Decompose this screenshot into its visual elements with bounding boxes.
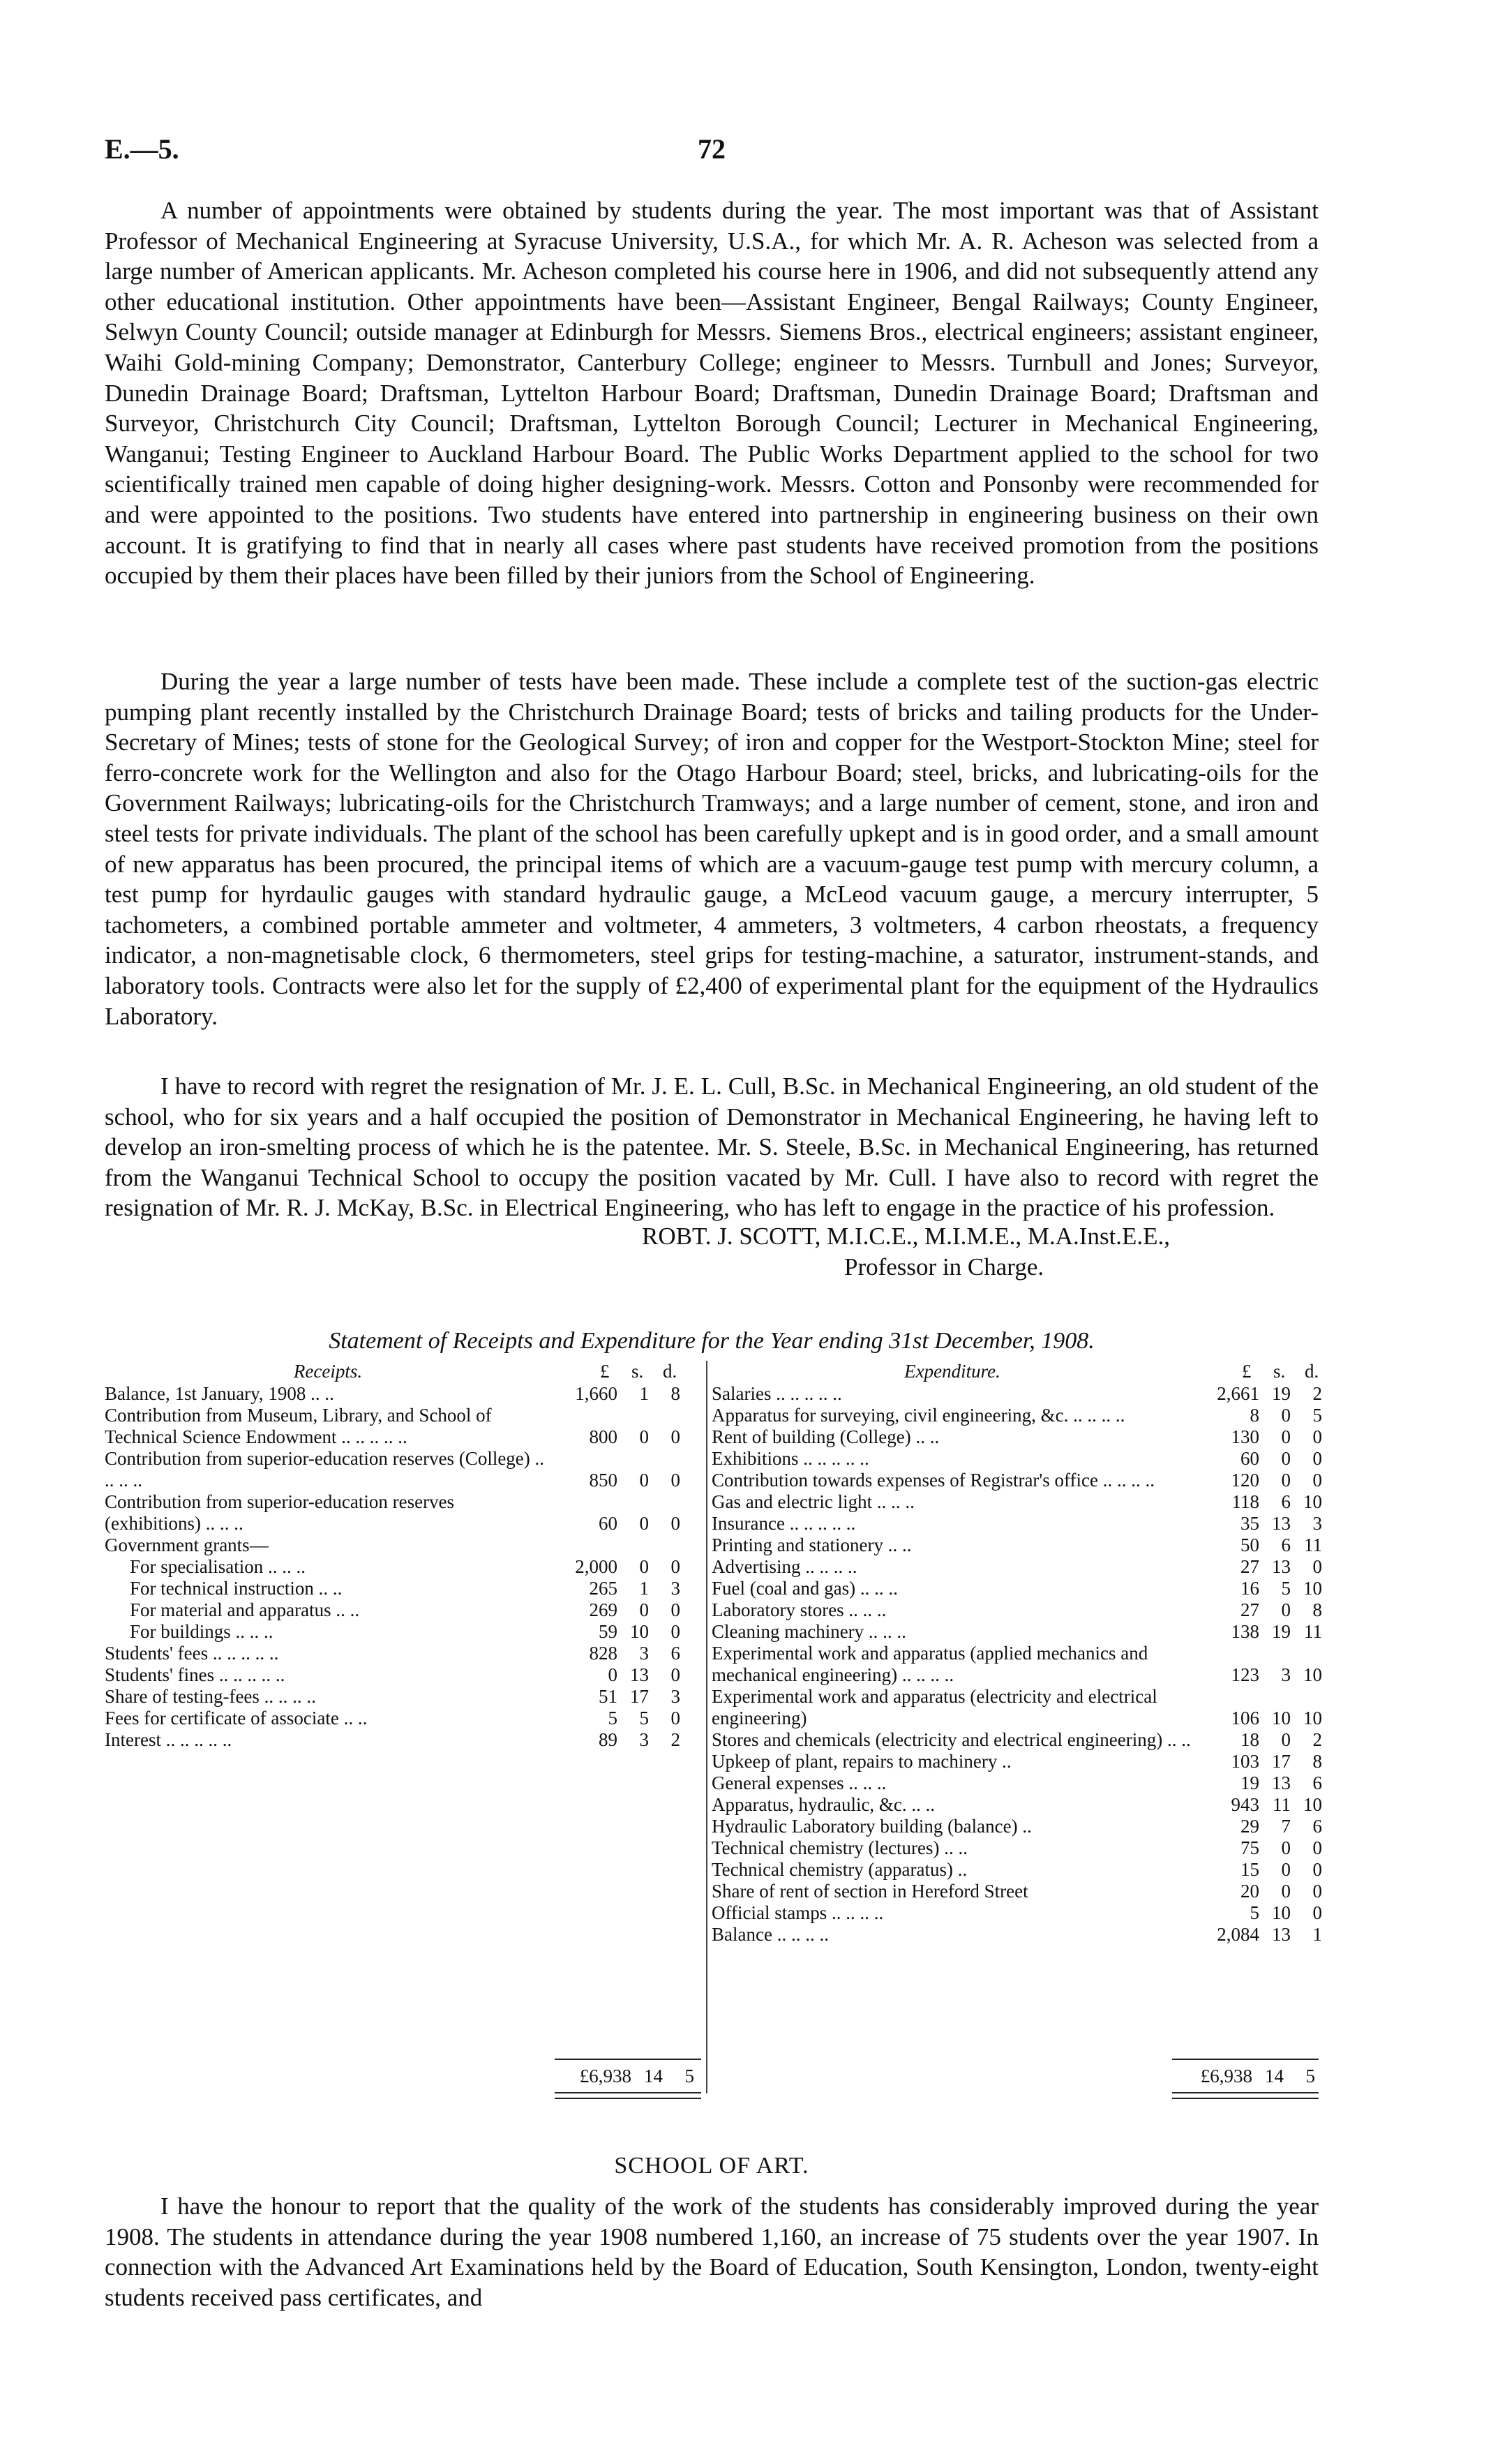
ledger-row (105, 1383, 705, 1405)
ledger-row (105, 1578, 705, 1599)
item-amount (1197, 1491, 1322, 1513)
item-label: Salaries .. .. .. .. .. (712, 1383, 842, 1404)
item-amount (1197, 1859, 1322, 1881)
amount-pounds: 123 (1231, 1664, 1259, 1685)
item-amount (1197, 1729, 1322, 1751)
amount-shillings: 5 (639, 1708, 649, 1728)
amount-pounds: 103 (1231, 1751, 1259, 1772)
amount-shillings: 0 (1281, 1426, 1291, 1447)
amount-pence: 0 (670, 1426, 680, 1447)
amount-shillings: 0 (639, 1513, 649, 1534)
item-label: Apparatus for surveying, civil engineering, &c. .. .. .. .. (712, 1405, 1125, 1426)
amount-pounds: 51 (599, 1686, 617, 1707)
amount-shillings: 19 (1272, 1383, 1291, 1404)
signatory-name: ROBT. J. SCOTT, M.I.C.E., M.I.M.E., M.A.Inst.E.E., (642, 1223, 1171, 1250)
amount-pence: 10 (1303, 1664, 1322, 1685)
item-amount (1197, 1383, 1322, 1405)
amount-pence: 10 (1303, 1578, 1322, 1599)
ledger-row (712, 1535, 1322, 1556)
paragraph-appointments (105, 195, 1319, 591)
paragraph-text: I have the honour to report that the quality of the work of the students has considerably improved during the year 1908. The students in attendance during the year 1908 numbered 1,160, an increase of 75 students over the year 1907. In connection with the Advanced Art Examinations held by the Board of Education, South Kensington, London, twenty-eight students received pass certificates, and (105, 2193, 1319, 2311)
signature-block (642, 1221, 1170, 1282)
amount-pounds: 2,084 (1217, 1924, 1259, 1945)
item-label: Contribution from superior-education reserves (exhibitions) .. .. .. (105, 1491, 455, 1534)
amount-pence: 3 (670, 1578, 680, 1599)
amount-shillings: 19 (1272, 1621, 1291, 1642)
ledger-row (712, 1686, 1322, 1729)
amount-pence: 6 (670, 1643, 680, 1664)
amount-pence: 8 (1312, 1751, 1322, 1772)
receipts-header (105, 1361, 705, 1383)
amount-pounds: 130 (1231, 1426, 1259, 1447)
expenditure-column (712, 1361, 1322, 1946)
amount-shillings: 0 (1281, 1405, 1291, 1426)
amount-shillings: 1 (639, 1383, 649, 1404)
item-label: Technical chemistry (lectures) .. .. (712, 1837, 968, 1858)
amount-shillings: 6 (1281, 1491, 1291, 1512)
amount-pounds: 2,661 (1217, 1383, 1259, 1404)
item-label: Exhibitions .. .. .. .. .. (712, 1448, 869, 1469)
item-amount (1197, 1664, 1322, 1686)
statement-title: Statement of Receipts and Expenditure for the Year ending 31st December, 1908. (329, 1328, 1095, 1354)
expenditure-label: Expenditure. (904, 1361, 1000, 1382)
ledger-row (105, 1405, 705, 1448)
amount-pence: 0 (1312, 1426, 1322, 1447)
amount-pounds: 5 (1250, 1902, 1259, 1923)
amount-shillings: 17 (630, 1686, 649, 1707)
amount-shillings: 3 (639, 1729, 649, 1750)
item-amount (1197, 1578, 1322, 1599)
item-amount (1197, 1621, 1322, 1643)
paragraph-text: A number of appointments were obtained by students during the year. The most important was that of Assistant Professor of Mechanical Engineering at Syracuse University, U.S.A., for which Mr. A. R. Acheson was selected from a large number of American applicants. Mr. Acheson completed his course here in 1906, and did not subsequently attend any other educational institution. Other appointments have been—Assistant Engineer, Bengal Railways; County Engineer, Selwyn County Council; outside manager at Edinburgh for Messrs. Siemens Bros., electrical engineers; assistant engineer, Waihi Gold-mining Company; Demonstrator, Canterbury College; engineer to Messrs. Turnbull and Jones; Surveyor, Dunedin Drainage Board; Draftsman, Lyttelton Harbour Board; Draftsman, Dunedin Drainage Board; Draftsman and Surveyor, Christchurch City Council; Draftsman, Lyttelton Borough Council; Lecturer in Mechanical Engineering, Wanganui; Testing Engineer to Auckland Harbour Board. The Public Works Department applied to the school for two scientifically trained men capable of doing higher designing-work. Messrs. Cotton and Ponsonby were recommended for and were appointed to the positions. Two students have entered into partnership in engineering business on their own account. It is gratifying to find that in nearly all cases where past students have received promotion from the positions occupied by them their places have been filled by their juniors from the School of Engineering. (105, 197, 1319, 590)
paragraph-school-of-art (105, 2191, 1319, 2313)
ledger-row (712, 1405, 1322, 1426)
item-label: Upkeep of plant, repairs to machinery .. (712, 1751, 1012, 1772)
item-amount (1197, 1535, 1322, 1556)
item-label: Students' fines .. .. .. .. .. (105, 1664, 285, 1685)
item-amount (1197, 1772, 1322, 1794)
item-amount (555, 1664, 680, 1686)
item-amount (555, 1470, 680, 1491)
amount-pounds: 5 (608, 1708, 617, 1728)
ledger-row (712, 1621, 1322, 1643)
ledger-row (105, 1535, 705, 1556)
paragraph-text: I have to record with regret the resignation of Mr. J. E. L. Cull, B.Sc. in Mechanical Engineering, an old student of the school, who for six years and a half occupied the position of Demonstrator in Mechanical Engineering, he having left to develop an iron-smelting process of which he is the patentee. Mr. S. Steele, B.Sc. in Mechanical Engineering, has returned from the Wanganui Technical School to occupy the position vacated by Mr. Cull. I have also to record with regret the resignation of Mr. R. J. McKay, B.Sc. in Electrical Engineering, who has left to engage in the practice of his profession. (105, 1073, 1319, 1222)
item-label: Students' fees .. .. .. .. .. (105, 1643, 279, 1664)
amount-pence: 0 (1312, 1556, 1322, 1577)
amount-pence: 0 (670, 1513, 680, 1534)
amount-pounds: 269 (589, 1599, 617, 1620)
ledger-row (712, 1837, 1322, 1859)
amount-pounds: 20 (1240, 1881, 1259, 1902)
amount-pounds: 60 (599, 1513, 617, 1534)
item-label: Official stamps .. .. .. .. (712, 1902, 884, 1923)
shillings-header: s. (631, 1361, 644, 1382)
item-amount (1197, 1470, 1322, 1491)
expenditure-header (712, 1361, 1319, 1383)
page-header (105, 133, 1319, 181)
amount-shillings: 0 (1281, 1837, 1291, 1858)
amount-shillings: 0 (1281, 1859, 1291, 1880)
section-title: SCHOOL OF ART. (614, 2153, 809, 2179)
amount-shillings: 3 (1281, 1664, 1291, 1685)
ledger-row (712, 1902, 1322, 1924)
item-label: Contribution towards expenses of Registrar's office .. .. .. .. (712, 1470, 1155, 1491)
ledger-row (712, 1816, 1322, 1837)
item-label: Technical chemistry (apparatus) .. (712, 1859, 968, 1880)
amount-pounds: 0 (608, 1664, 617, 1685)
total-pence: 5 (684, 2066, 694, 2086)
amount-pence: 0 (670, 1599, 680, 1620)
item-label: Laboratory stores .. .. .. (712, 1599, 887, 1620)
item-amount (1197, 1881, 1322, 1902)
ledger-row (105, 1643, 705, 1664)
item-label: Share of rent of section in Hereford Street (712, 1881, 1028, 1902)
ledger-row (105, 1729, 705, 1751)
total-pounds: £6,938 (579, 2066, 631, 2086)
item-amount (555, 1535, 680, 1556)
amount-pounds: 850 (589, 1470, 617, 1491)
amount-pence: 5 (1312, 1405, 1322, 1426)
ledger-row (712, 1470, 1322, 1491)
ledger-row (105, 1599, 705, 1621)
column-divider (706, 1361, 707, 2093)
double-rule-left (555, 2092, 701, 2099)
amount-pounds: 29 (1240, 1816, 1259, 1837)
amount-pounds: 8 (1250, 1405, 1259, 1426)
amount-shillings: 0 (1281, 1448, 1291, 1469)
amount-pounds: 120 (1231, 1470, 1259, 1491)
item-label: Apparatus, hydraulic, &c. .. .. (712, 1794, 936, 1815)
amount-pence: 10 (1303, 1491, 1322, 1512)
amount-pence: 0 (670, 1708, 680, 1728)
amount-pence: 11 (1304, 1535, 1322, 1555)
amount-shillings: 0 (1281, 1881, 1291, 1902)
item-label: Contribution from superior-education reserves (College) .. .. .. .. (105, 1448, 545, 1491)
receipts-total (551, 2066, 694, 2087)
amount-shillings: 13 (1272, 1556, 1291, 1577)
amount-shillings: 0 (639, 1426, 649, 1447)
amount-shillings: 10 (1272, 1902, 1291, 1923)
item-amount (555, 1708, 680, 1729)
pounds-header: £ (1242, 1361, 1252, 1382)
amount-shillings: 5 (1281, 1578, 1291, 1599)
expenditure-total (1172, 2066, 1315, 2087)
amount-pounds: 27 (1240, 1599, 1259, 1620)
amount-pence: 3 (670, 1686, 680, 1707)
amount-pounds: 75 (1240, 1837, 1259, 1858)
total-pence: 5 (1305, 2066, 1315, 2086)
item-label: For technical instruction .. .. (130, 1578, 343, 1599)
paragraph-text: During the year a large number of tests have been made. These include a complete test of the suction-gas electric pumping plant recently installed by the Christchurch Drainage Board; tests of bricks and tailing products for the Under-Secretary of Mines; tests of stone for the Geological Survey; of iron and copper for the Westport-Stockton Mine; steel for ferro-concrete work for the Wellington and also for the Otago Harbour Board; steel, bricks, and lubricating-oils for the Government Railways; lubricating-oils for the Christchurch Tramways; and a large number of cement, stone, and iron and steel tests for private individuals. The plant of the school has been carefully upkept and is in good order, and a small amount of new apparatus has been procured, the principal items of which are a vacuum-gauge test pump with mercury column, a test pump for hyrdaulic gauges with standard hydraulic gauge, a McLeod vacuum gauge, a mercury interrupter, 5 tachometers, a combined portable ammeter and voltmeter, 4 ammeters, 3 voltmeters, 4 carbon rheostats, a frequency indicator, a non-magnetisable clock, 6 thermometers, steel grips for testing-machine, a saturator, instrument-stands, and laboratory tools. Contracts were also let for the supply of £2,400 of experimental plant for the equipment of the Hydraulics Laboratory. (105, 668, 1319, 1030)
amount-shillings: 0 (639, 1470, 649, 1491)
ledger-row (105, 1664, 705, 1686)
amount-pounds: 59 (599, 1621, 617, 1642)
amount-shillings: 0 (1281, 1599, 1291, 1620)
item-amount (1197, 1426, 1322, 1448)
paragraph-tests (105, 666, 1319, 1031)
amount-pounds: 18 (1240, 1729, 1259, 1750)
ledger-row (712, 1859, 1322, 1881)
pence-header: d. (1305, 1361, 1319, 1382)
amount-pounds: 15 (1240, 1859, 1259, 1880)
double-rule-right (1172, 2092, 1319, 2099)
ledger-row (105, 1686, 705, 1708)
item-label: Rent of building (College) .. .. (712, 1426, 940, 1447)
item-amount (555, 1599, 680, 1621)
amount-shillings: 0 (1281, 1470, 1291, 1491)
amount-shillings: 10 (630, 1621, 649, 1642)
shillings-header: s. (1273, 1361, 1286, 1382)
item-amount (555, 1643, 680, 1664)
item-label: Balance .. .. .. .. (712, 1924, 829, 1945)
receipts-label: Receipts. (293, 1361, 363, 1382)
item-amount (1197, 1794, 1322, 1816)
amount-pence: 1 (1312, 1924, 1322, 1945)
paragraph-staff (105, 1071, 1319, 1223)
ledger-row (105, 1556, 705, 1578)
amount-pence: 0 (1312, 1902, 1322, 1923)
ledger-row (712, 1578, 1322, 1599)
amount-pence: 0 (1312, 1470, 1322, 1491)
item-amount (555, 1383, 680, 1405)
amount-pounds: 35 (1240, 1513, 1259, 1534)
item-label: Experimental work and apparatus (applied mechanics and mechanical engineering) .. .. .. .. (712, 1643, 1148, 1685)
ledger-row (712, 1794, 1322, 1816)
item-amount (1197, 1924, 1322, 1946)
item-label: Balance, 1st January, 1908 .. .. (105, 1383, 334, 1404)
item-label: For material and apparatus .. .. (130, 1599, 360, 1620)
report-reference: E.—5. (105, 133, 179, 165)
amount-shillings: 1 (639, 1578, 649, 1599)
amount-pounds: 106 (1231, 1708, 1259, 1728)
amount-pounds: 118 (1231, 1491, 1259, 1512)
total-rule-right (1172, 2059, 1319, 2060)
item-label: General expenses .. .. .. (712, 1772, 887, 1793)
amount-pounds: 828 (589, 1643, 617, 1664)
item-amount (1197, 1816, 1322, 1837)
item-label: Advertising .. .. .. .. (712, 1556, 857, 1577)
item-label: Stores and chemicals (electricity and electrical engineering) .. .. (712, 1729, 1191, 1750)
item-label: Contribution from Museum, Library, and School of Technical Science Endowment .. .. .. .. .. (105, 1405, 492, 1447)
ledger-row (712, 1448, 1322, 1470)
amount-shillings: 0 (1281, 1729, 1291, 1750)
amount-shillings: 17 (1272, 1751, 1291, 1772)
item-amount (1197, 1837, 1322, 1859)
amount-pence: 8 (1312, 1599, 1322, 1620)
amount-pounds: 89 (599, 1729, 617, 1750)
item-amount (555, 1621, 680, 1643)
amount-pence: 0 (670, 1664, 680, 1685)
amount-pence: 0 (1312, 1859, 1322, 1880)
amount-pounds: 1,660 (575, 1383, 617, 1404)
signatory-title: Professor in Charge. (844, 1253, 1044, 1280)
amount-shillings: 13 (630, 1664, 649, 1685)
item-label: Fees for certificate of associate .. .. (105, 1708, 368, 1728)
total-rule-left (555, 2059, 701, 2060)
ledger-row (712, 1426, 1322, 1448)
amount-pence: 11 (1304, 1621, 1322, 1642)
amount-pence: 10 (1303, 1708, 1322, 1728)
item-label: Cleaning machinery .. .. .. (712, 1621, 906, 1642)
item-label: Fuel (coal and gas) .. .. .. (712, 1578, 898, 1599)
total-shillings: 14 (1265, 2066, 1284, 2086)
amount-shillings: 11 (1273, 1794, 1291, 1815)
item-label: Hydraulic Laboratory building (balance) .. (712, 1816, 1032, 1837)
amount-pounds: 138 (1231, 1621, 1259, 1642)
ledger-row (105, 1491, 705, 1535)
amount-pounds: 27 (1240, 1556, 1259, 1577)
amount-shillings: 13 (1272, 1924, 1291, 1945)
item-amount (555, 1578, 680, 1599)
item-amount (1197, 1708, 1322, 1729)
item-amount (1197, 1405, 1322, 1426)
item-label: For buildings .. .. .. (130, 1621, 273, 1642)
ledger-row (712, 1383, 1322, 1405)
item-amount (555, 1686, 680, 1708)
amount-pounds: 16 (1240, 1578, 1259, 1599)
total-shillings: 14 (644, 2066, 663, 2086)
amount-shillings: 0 (639, 1556, 649, 1577)
ledger-row (712, 1556, 1322, 1578)
item-label: Interest .. .. .. .. .. (105, 1729, 232, 1750)
ledger-row (712, 1881, 1322, 1902)
item-label: Share of testing-fees .. .. .. .. (105, 1686, 316, 1707)
amount-pence: 8 (670, 1383, 680, 1404)
item-amount (1197, 1513, 1322, 1535)
ledger-row (712, 1751, 1322, 1772)
item-amount (555, 1513, 680, 1535)
ledger-row (105, 1708, 705, 1729)
amount-pence: 0 (670, 1556, 680, 1577)
amount-pounds: 2,000 (575, 1556, 617, 1577)
ledger-row (105, 1448, 705, 1491)
item-label: Government grants— (105, 1535, 269, 1555)
amount-pence: 3 (1312, 1513, 1322, 1534)
item-label: Insurance .. .. .. .. .. (712, 1513, 856, 1534)
amount-pence: 6 (1312, 1772, 1322, 1793)
item-label: Experimental work and apparatus (electricity and electrical engineering) (712, 1686, 1157, 1728)
amount-pence: 0 (1312, 1837, 1322, 1858)
pounds-header: £ (600, 1361, 610, 1382)
receipts-column (105, 1361, 705, 1751)
item-label: For specialisation .. .. .. (130, 1556, 306, 1577)
item-amount (555, 1426, 680, 1448)
ledger-row (712, 1513, 1322, 1535)
ledger-row (105, 1621, 705, 1643)
amount-pence: 2 (670, 1729, 680, 1750)
amount-shillings: 6 (1281, 1535, 1291, 1555)
amount-shillings: 7 (1281, 1816, 1291, 1837)
ledger-row (712, 1924, 1322, 1946)
amount-pence: 0 (1312, 1881, 1322, 1902)
amount-pence: 10 (1303, 1794, 1322, 1815)
item-amount (1197, 1599, 1322, 1621)
ledger-row (712, 1491, 1322, 1513)
amount-pence: 2 (1312, 1729, 1322, 1750)
item-amount (1197, 1902, 1322, 1924)
amount-pence: 0 (1312, 1448, 1322, 1469)
ledger-row (712, 1599, 1322, 1621)
amount-pence: 2 (1312, 1383, 1322, 1404)
amount-shillings: 10 (1272, 1708, 1291, 1728)
amount-pounds: 50 (1240, 1535, 1259, 1555)
item-amount (1197, 1448, 1322, 1470)
amount-pounds: 19 (1240, 1772, 1259, 1793)
amount-shillings: 13 (1272, 1513, 1291, 1534)
item-label: Printing and stationery .. .. (712, 1535, 912, 1555)
amount-pence: 6 (1312, 1816, 1322, 1837)
amount-shillings: 0 (639, 1599, 649, 1620)
amount-pence: 0 (670, 1470, 680, 1491)
item-amount (1197, 1556, 1322, 1578)
amount-pounds: 265 (589, 1578, 617, 1599)
ledger-row (712, 1643, 1322, 1686)
total-pounds: £6,938 (1200, 2066, 1252, 2086)
item-amount (1197, 1751, 1322, 1772)
amount-shillings: 3 (639, 1643, 649, 1664)
ledger-row (712, 1772, 1322, 1794)
amount-pounds: 800 (589, 1426, 617, 1447)
item-amount (555, 1729, 680, 1751)
amount-pounds: 60 (1240, 1448, 1259, 1469)
item-amount (555, 1556, 680, 1578)
pence-header: d. (663, 1361, 677, 1382)
amount-pence: 0 (670, 1621, 680, 1642)
amount-shillings: 13 (1272, 1772, 1291, 1793)
amount-pounds: 943 (1231, 1794, 1259, 1815)
page-number: 72 (698, 133, 726, 165)
ledger-row (712, 1729, 1322, 1751)
item-label: Gas and electric light .. .. .. (712, 1491, 915, 1512)
